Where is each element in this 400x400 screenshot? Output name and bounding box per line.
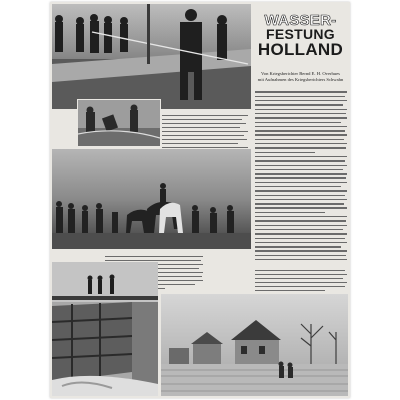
byline: [253, 71, 348, 82]
photo-sluice-gate: [52, 262, 158, 396]
magazine-page: [50, 2, 350, 398]
photo-sandbags: [77, 99, 161, 147]
photo-soldiers-dike: [52, 4, 251, 109]
article-body: [255, 90, 347, 260]
title-line-2: FESTUNG: [266, 26, 335, 43]
caption-bottom-right: [255, 268, 347, 294]
title-line-3: HOLLAND: [257, 39, 344, 59]
article-title: [253, 14, 348, 58]
photo-flooded-village: [161, 294, 348, 396]
photo-horses-work: [52, 149, 251, 249]
byline-photos: mit Aufnahmen des Kriegsberichters Schwahn: [257, 76, 344, 82]
byline-author: Von Kriegsberichter Bernd E. H. Overhues: [261, 71, 340, 76]
title-line-1: WASSER-: [264, 12, 337, 29]
